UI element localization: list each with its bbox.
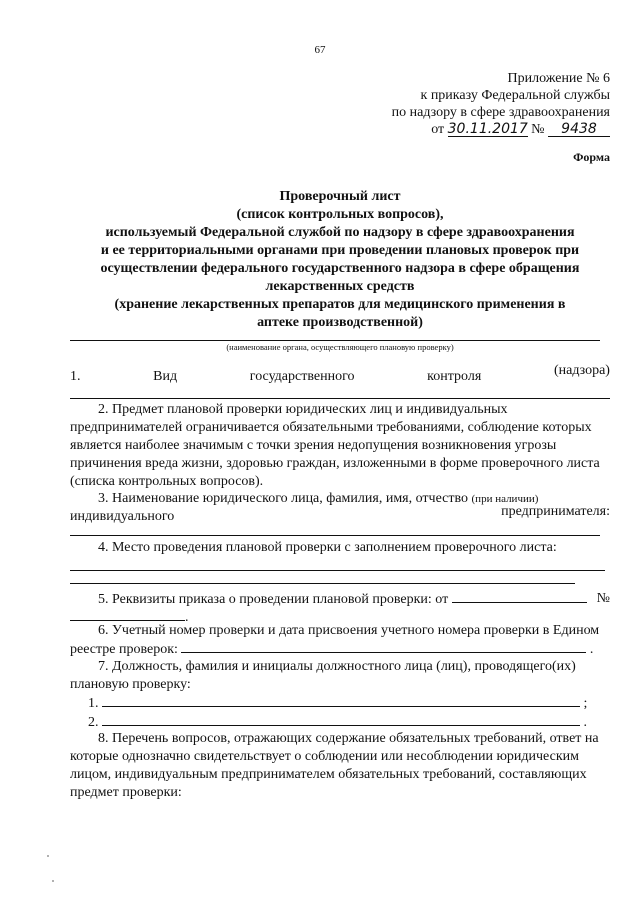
inspector-2-label: 2. [88, 715, 99, 730]
item-7-inspectors [70, 658, 610, 732]
item-6-line: реестре проверок: [70, 642, 178, 657]
from-label: от [431, 122, 445, 137]
item-8-line: лицом, индивидуальным предпринимателем обязательных требований, составляющих [70, 767, 587, 782]
inspector-1-field [102, 694, 580, 707]
item-7-line: 7. Должность, фамилия и инициалы должностного лица (лиц), проводящего(их) [98, 659, 576, 674]
agency-name: по надзору в сфере здравоохранения [391, 105, 610, 120]
item-1-word: государственного [249, 369, 355, 384]
org-name-line [70, 340, 600, 341]
item-1-number: 1. [70, 369, 81, 384]
item-5-number-field [70, 608, 185, 621]
item-6-registry-number [70, 622, 610, 659]
title-line: Проверочный лист [279, 189, 401, 204]
item-1-control-type [70, 363, 610, 386]
title-line: и ее территориальными органами при проведении плановых проверок при [100, 243, 580, 258]
handwritten-number: 9438 [548, 122, 610, 137]
item-2-inspection-subject [70, 401, 610, 491]
title-line: (хранение лекарственных препаратов для медицинского применения в [114, 297, 566, 312]
inspector-2-end: . [583, 715, 587, 730]
item-1-word: (надзора) [553, 363, 610, 378]
item-3-note: (при наличии) [471, 493, 539, 505]
item-6-line: 6. Учетный номер проверки и дата присвоения учетного номера проверки в Едином [98, 623, 600, 638]
document-title [70, 188, 610, 332]
title-line: аптеке производственной) [257, 315, 423, 330]
item-5-end: . [185, 610, 189, 625]
title-line: лекарственных средств [265, 279, 415, 294]
item-1-fill-line [70, 398, 610, 399]
page-number: 67 [314, 44, 326, 56]
order-date-number [392, 121, 610, 138]
inspector-1-end: ; [583, 696, 588, 711]
item-2-line: (списка контрольных вопросов). [70, 474, 264, 489]
title-line: осуществлении федерального государственного надзора в сфере обращения [100, 261, 580, 276]
item-3-text: 3. Наименование юридического лица, фамилия, имя, отчество [98, 491, 469, 506]
item-2-line: является наиболее значимым с точки зрения недопущения возникновения угрозы [70, 438, 557, 453]
item-3-text: предпринимателя: [501, 504, 610, 519]
item-5-date-field [452, 590, 587, 603]
number-label: № [531, 122, 545, 137]
appendix-number: Приложение № 6 [507, 71, 610, 86]
item-4-fill-line-1 [70, 570, 605, 571]
item-2-line: предпринимателей ограничивается обязательными требованиями, соблюдение которых [70, 420, 592, 435]
item-8-line: которые однозначно свидетельствует о соблюдении или несоблюдении юридическим [70, 749, 579, 764]
item-2-line: 2. Предмет плановой проверки юридических лиц и индивидуальных [98, 402, 508, 417]
item-8-line: предмет проверки: [70, 785, 182, 800]
item-7-line: плановую проверку: [70, 677, 191, 692]
appendix-header [392, 70, 610, 138]
form-label: Форма [573, 150, 610, 164]
item-8-line: 8. Перечень вопросов, отражающих содержание обязательных требований, ответ на [98, 731, 599, 746]
handwritten-date: 30.11.2017 [447, 121, 528, 137]
item-5-text: 5. Реквизиты приказа о проведении плановой проверки: от [98, 592, 449, 607]
inspector-2-field [102, 713, 580, 726]
order-reference: к приказу Федеральной службы [420, 88, 610, 103]
inspector-1-label: 1. [88, 696, 99, 711]
item-6-fill-field [181, 640, 586, 653]
title-line: используемый Федеральной службой по надзору в сфере здравоохранения [105, 225, 575, 240]
scan-speck [52, 880, 54, 882]
item-3-text: индивидуального [70, 509, 175, 524]
item-4-fill-line-2 [70, 583, 575, 584]
item-8-questions-list [70, 730, 610, 802]
item-5-order-details [70, 590, 610, 609]
item-3-fill-line [70, 535, 600, 536]
org-name-caption: (наименование органа, осуществляющего плановую проверку) [226, 342, 454, 352]
item-4-inspection-place: 4. Место проведения плановой проверки с заполнением проверочного листа: [98, 540, 557, 555]
item-2-line: причинения вреда жизни, здоровью граждан, изложенными в форме проверочного листа [70, 456, 600, 471]
item-3-entity-name [70, 490, 610, 526]
title-line: (список контрольных вопросов), [236, 207, 444, 222]
item-6-end: . [589, 642, 594, 657]
item-1-word: контроля [427, 369, 482, 384]
item-5-number-label: № [596, 591, 610, 606]
scan-speck [47, 855, 49, 857]
item-1-word: Вид [153, 369, 178, 384]
